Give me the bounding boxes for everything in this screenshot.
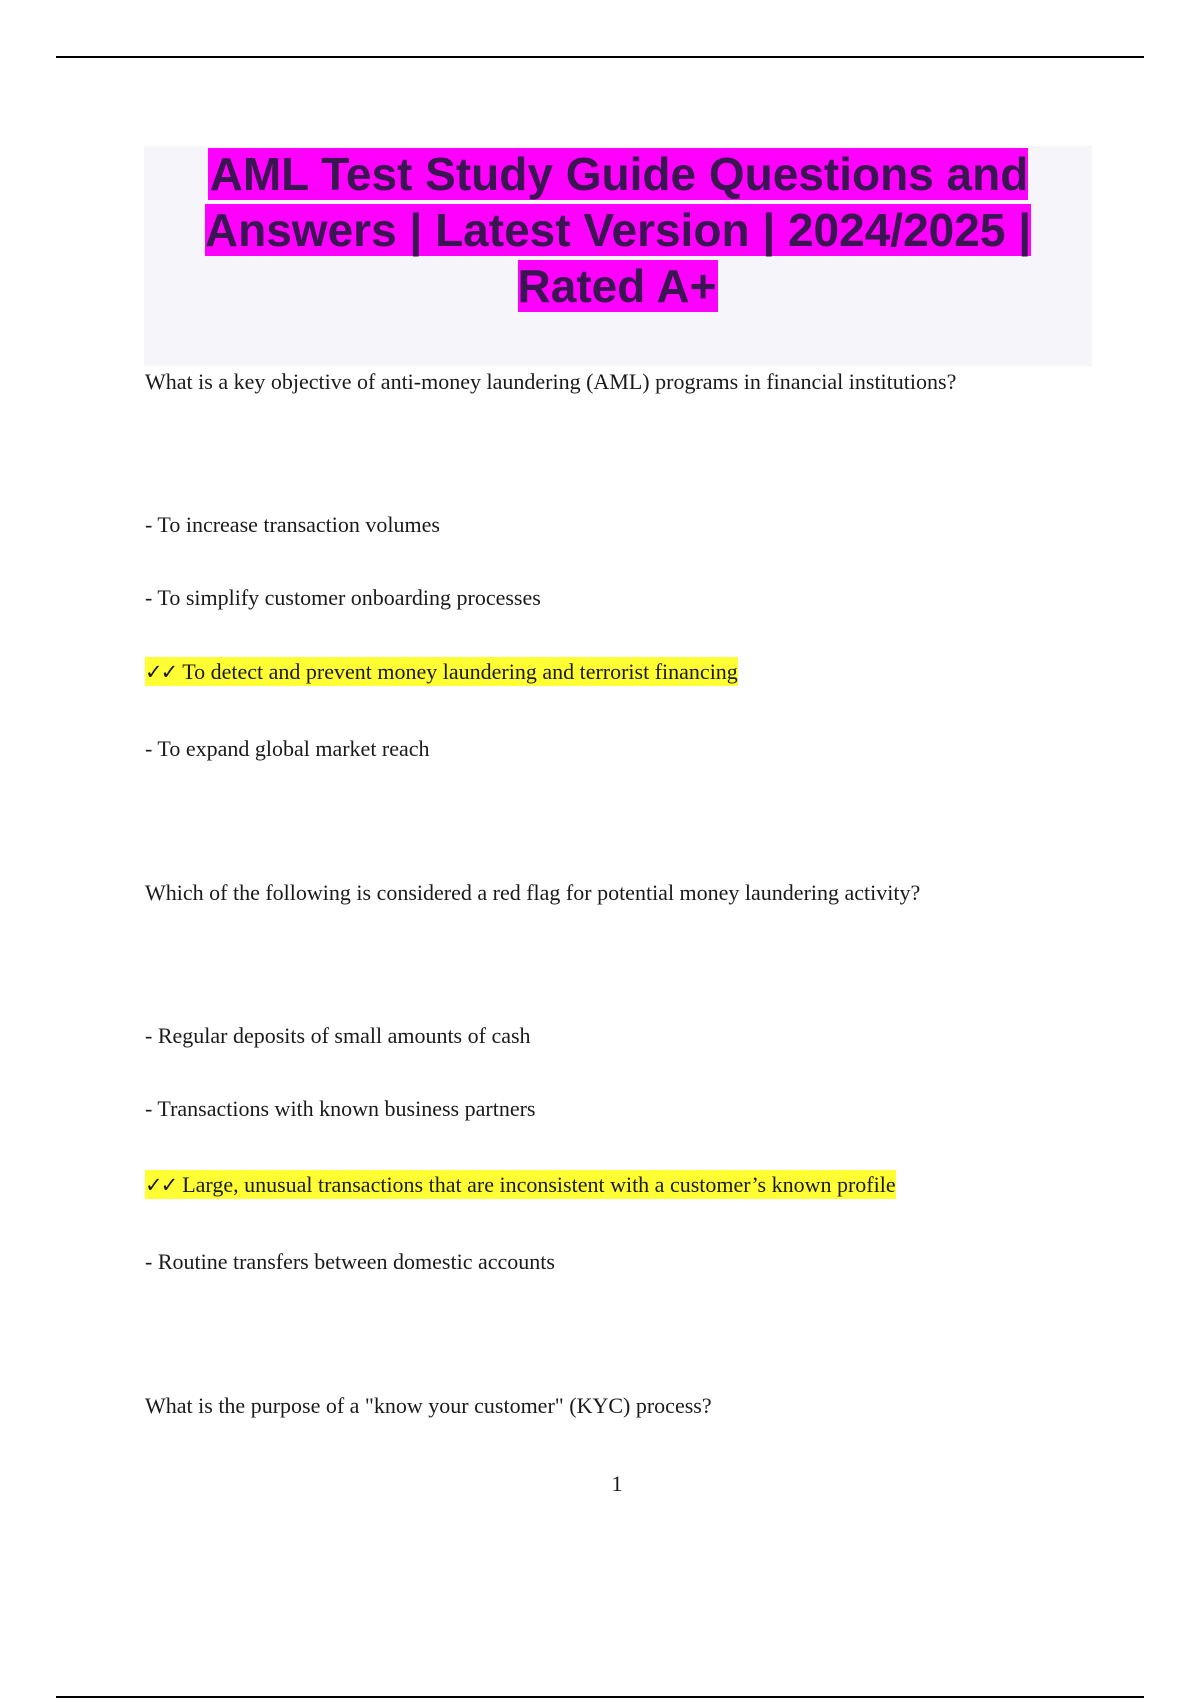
question-2-prompt: Which of the following is considered a red flag for potential money laundering activity? — [145, 880, 921, 905]
question-2-option-d: - Routine transfers between domestic accounts — [145, 1249, 555, 1274]
question-1-option-d: - To expand global market reach — [145, 736, 430, 761]
bottom-rule — [56, 1696, 1144, 1698]
answer-text: To detect and prevent money laundering and terrorist financing — [182, 659, 738, 684]
question-1-correct-answer — [145, 658, 738, 686]
question-1-prompt: What is a key objective of anti-money laundering (AML) programs in financial institutions? — [145, 369, 957, 394]
double-check-icon: ✓✓ — [145, 660, 177, 684]
double-check-icon: ✓✓ — [145, 1173, 177, 1197]
answer-highlight — [145, 1170, 896, 1199]
document-title-text: AML Test Study Guide Questions and Answers | Latest Version | 2024/2025 | Rated A+ — [204, 148, 1032, 312]
document-title — [144, 146, 1092, 314]
page-number: 1 — [611, 1471, 623, 1496]
answer-highlight — [145, 657, 738, 686]
answer-text: Large, unusual transactions that are inconsistent with a customer’s known profile — [182, 1172, 896, 1197]
question-2-correct-answer — [145, 1171, 896, 1199]
top-rule — [56, 56, 1144, 58]
question-2-option-a: - Regular deposits of small amounts of cash — [145, 1023, 531, 1048]
question-1-option-b: - To simplify customer onboarding processes — [145, 585, 541, 610]
question-3-prompt: What is the purpose of a "know your customer" (KYC) process? — [145, 1393, 712, 1418]
question-1-option-a: - To increase transaction volumes — [145, 512, 440, 537]
question-2-option-b: - Transactions with known business partners — [145, 1096, 536, 1121]
